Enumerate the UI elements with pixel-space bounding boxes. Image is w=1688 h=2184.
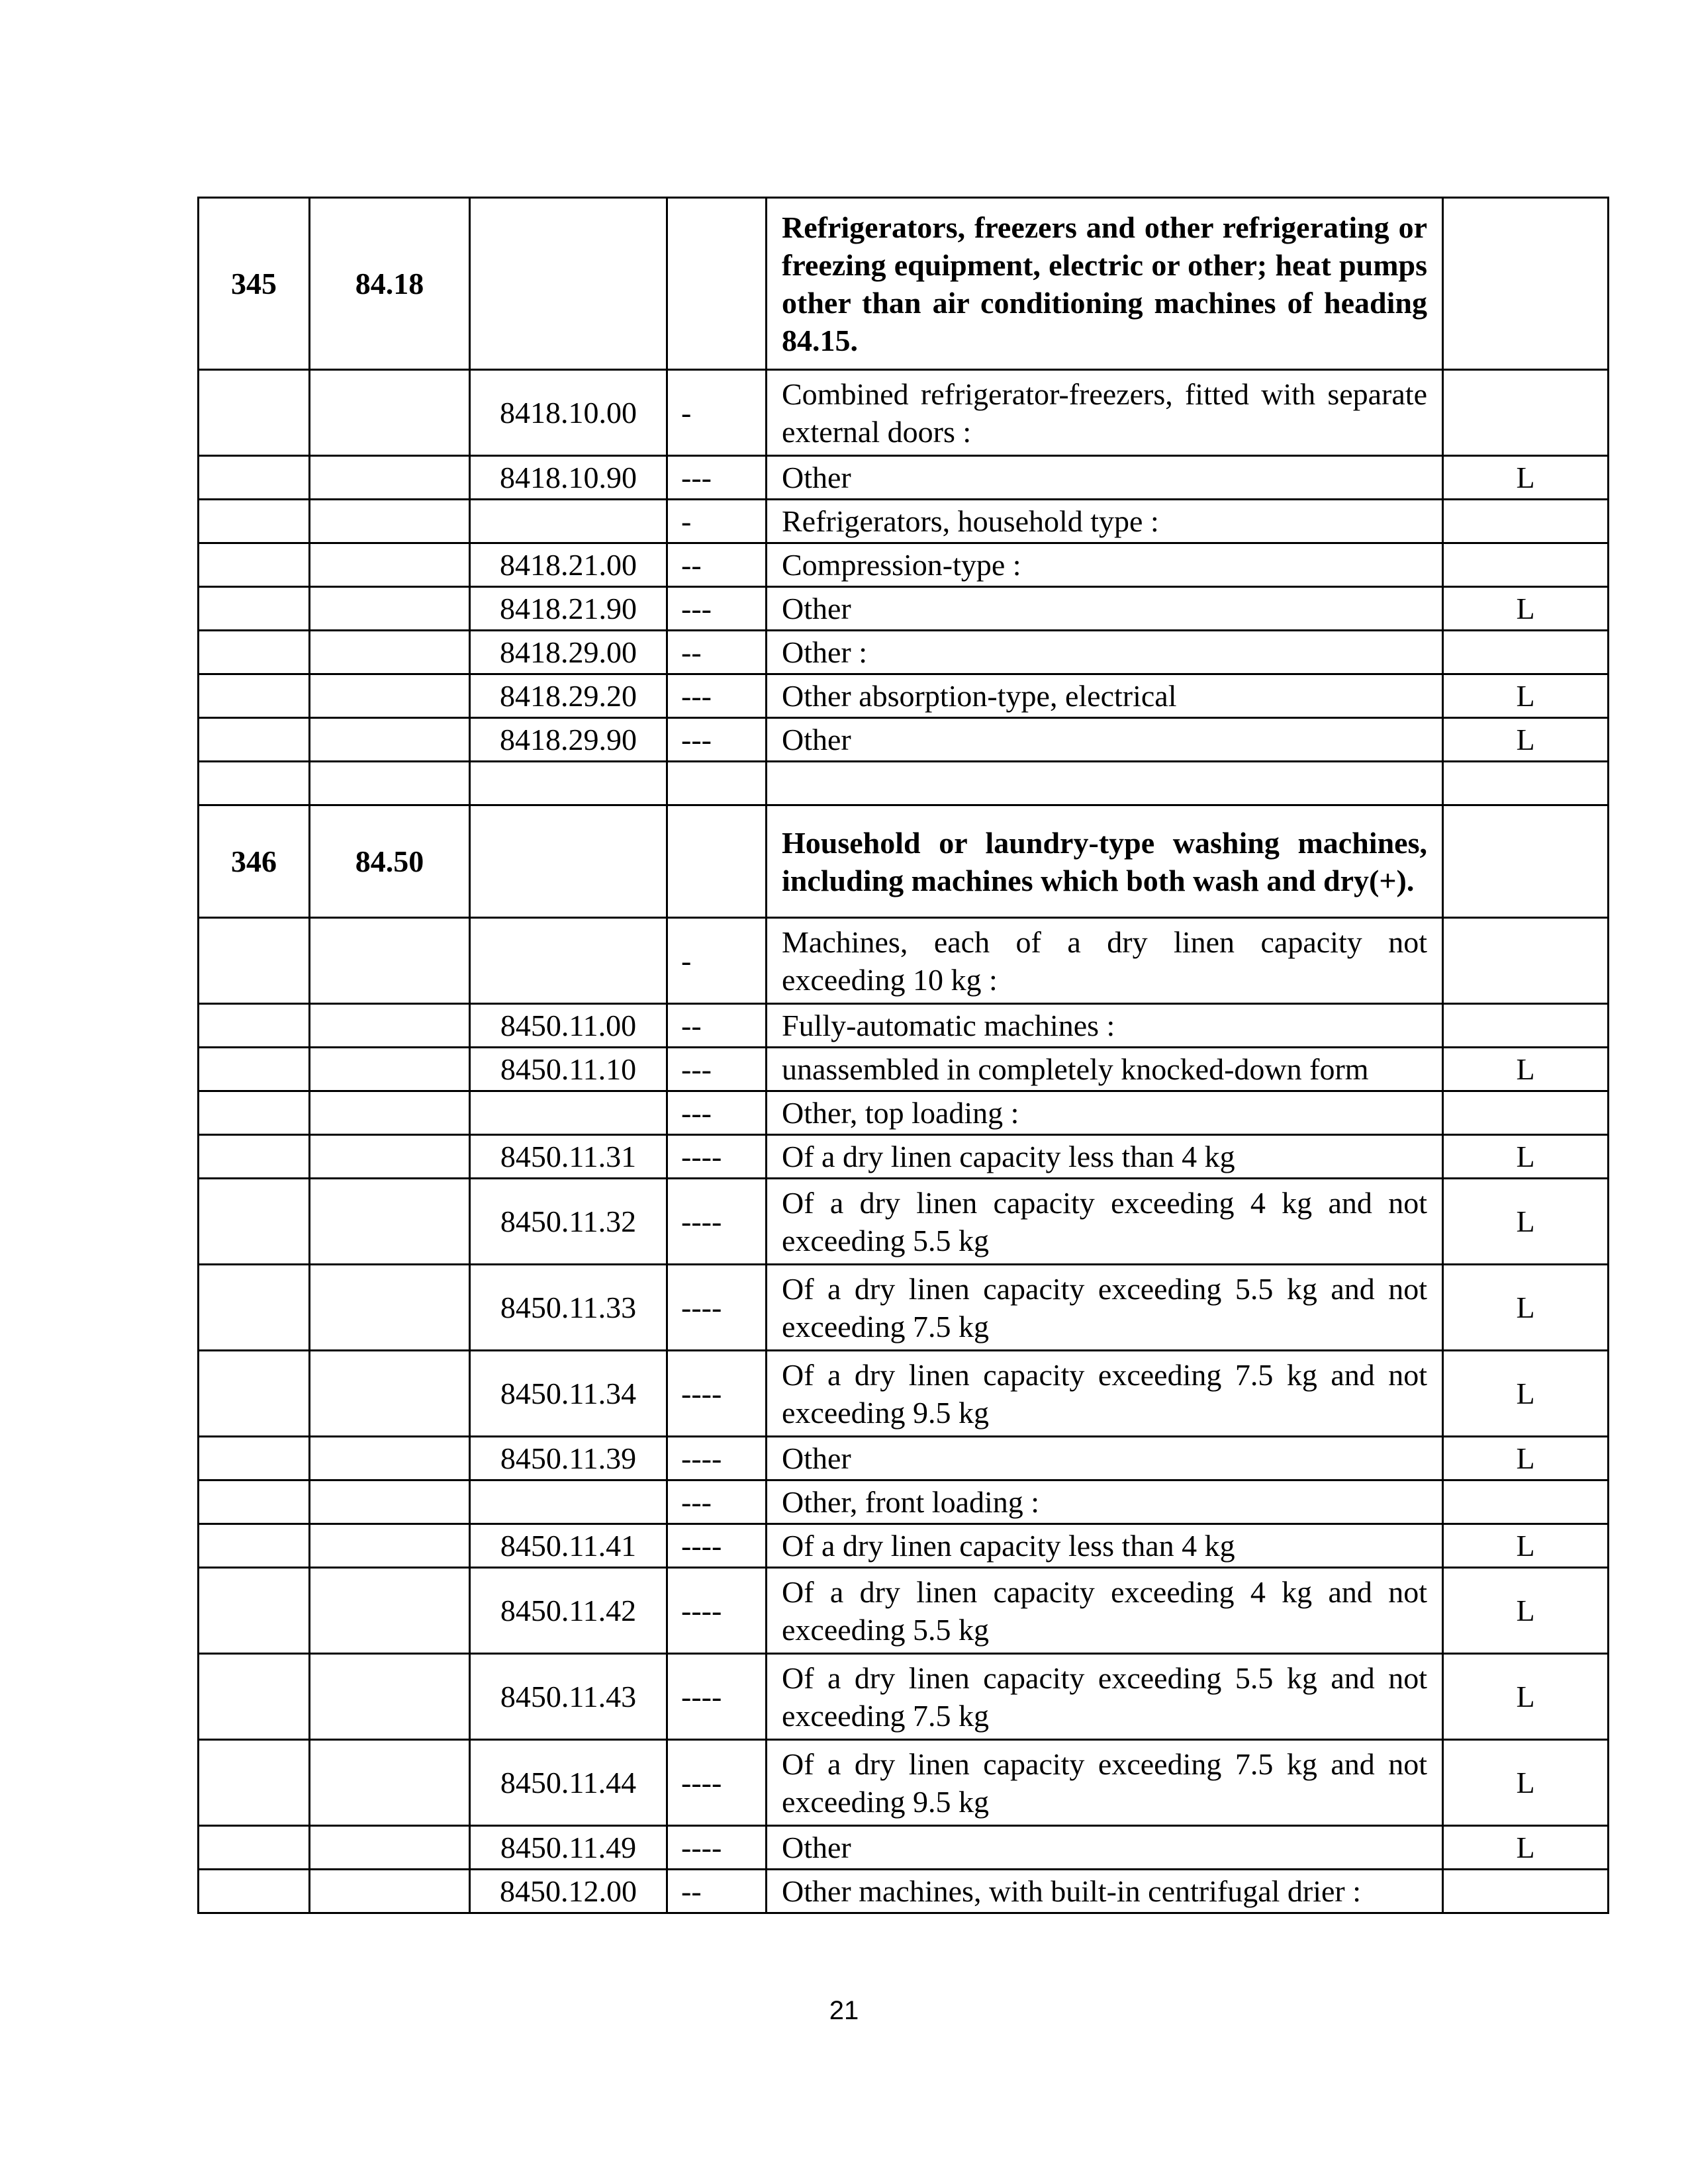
indent-dash-cell: --- — [667, 1480, 767, 1524]
tariff-code-cell: 8450.11.44 — [470, 1740, 667, 1826]
serial-number-cell — [199, 718, 310, 762]
mark-cell: L — [1443, 1437, 1609, 1480]
table-row — [199, 1091, 1609, 1135]
serial-number-cell — [199, 1826, 310, 1870]
mark-cell — [1443, 543, 1609, 587]
serial-number-cell — [199, 1524, 310, 1568]
heading-number-cell — [310, 1826, 470, 1870]
serial-number-cell — [199, 1265, 310, 1351]
heading-number-cell: 84.18 — [310, 198, 470, 370]
tariff-code-cell: 8418.29.00 — [470, 631, 667, 674]
heading-number-cell — [310, 762, 470, 805]
table-row — [199, 543, 1609, 587]
mark-cell: L — [1443, 587, 1609, 631]
mark-cell — [1443, 1091, 1609, 1135]
mark-cell: L — [1443, 1048, 1609, 1091]
tariff-code-cell: 8418.21.00 — [470, 543, 667, 587]
tariff-code-cell: 8450.11.32 — [470, 1179, 667, 1265]
serial-number-cell — [199, 1135, 310, 1179]
mark-cell: L — [1443, 456, 1609, 500]
tariff-code-cell: 8450.11.00 — [470, 1004, 667, 1048]
serial-number-cell — [199, 1740, 310, 1826]
table-row — [199, 1654, 1609, 1740]
mark-cell: L — [1443, 1179, 1609, 1265]
mark-cell — [1443, 1480, 1609, 1524]
serial-number-cell — [199, 1437, 310, 1480]
serial-number-cell — [199, 370, 310, 456]
tariff-code-cell — [470, 1091, 667, 1135]
serial-number-cell — [199, 587, 310, 631]
tariff-code-cell — [470, 762, 667, 805]
mark-cell: L — [1443, 1654, 1609, 1740]
table-row — [199, 762, 1609, 805]
table-row — [199, 718, 1609, 762]
serial-number-cell — [199, 1480, 310, 1524]
indent-dash-cell: ---- — [667, 1740, 767, 1826]
indent-dash-cell: ---- — [667, 1437, 767, 1480]
tariff-code-cell: 8418.29.20 — [470, 674, 667, 718]
description-cell — [767, 762, 1443, 805]
tariff-code-cell: 8450.11.42 — [470, 1568, 667, 1654]
description-cell: Other — [767, 718, 1443, 762]
indent-dash-cell: -- — [667, 543, 767, 587]
heading-number-cell — [310, 1524, 470, 1568]
indent-dash-cell: - — [667, 918, 767, 1004]
heading-number-cell — [310, 500, 470, 543]
indent-dash-cell — [667, 805, 767, 918]
table-row — [199, 500, 1609, 543]
serial-number-cell — [199, 1870, 310, 1913]
mark-cell — [1443, 918, 1609, 1004]
heading-number-cell — [310, 1091, 470, 1135]
table-row — [199, 1351, 1609, 1437]
table-row — [199, 1870, 1609, 1913]
serial-number-cell — [199, 543, 310, 587]
tariff-code-cell: 8450.11.43 — [470, 1654, 667, 1740]
indent-dash-cell: -- — [667, 1004, 767, 1048]
description-cell: Refrigerators, freezers and other refrigerating or freezing equipment, electric or other; heat pumps other than air conditioning machines of heading 84.15. — [767, 198, 1443, 370]
indent-dash-cell: --- — [667, 456, 767, 500]
heading-number-cell — [310, 1004, 470, 1048]
description-cell: Of a dry linen capacity exceeding 4 kg and not exceeding 5.5 kg — [767, 1568, 1443, 1654]
heading-number-cell — [310, 587, 470, 631]
tariff-code-cell: 8450.11.10 — [470, 1048, 667, 1091]
table-row — [199, 805, 1609, 918]
mark-cell — [1443, 370, 1609, 456]
serial-number-cell — [199, 1179, 310, 1265]
mark-cell: L — [1443, 674, 1609, 718]
table-row — [199, 1179, 1609, 1265]
heading-number-cell — [310, 1568, 470, 1654]
mark-cell: L — [1443, 1524, 1609, 1568]
indent-dash-cell: --- — [667, 1091, 767, 1135]
description-cell: Of a dry linen capacity exceeding 5.5 kg and not exceeding 7.5 kg — [767, 1654, 1443, 1740]
heading-number-cell — [310, 631, 470, 674]
table-row — [199, 1437, 1609, 1480]
description-cell: Other machines, with built-in centrifugal drier : — [767, 1870, 1443, 1913]
mark-cell: L — [1443, 1265, 1609, 1351]
heading-number-cell — [310, 1048, 470, 1091]
indent-dash-cell: ---- — [667, 1179, 767, 1265]
mark-cell: L — [1443, 1135, 1609, 1179]
serial-number-cell: 345 — [199, 198, 310, 370]
serial-number-cell — [199, 1091, 310, 1135]
heading-number-cell — [310, 1179, 470, 1265]
description-cell: Compression-type : — [767, 543, 1443, 587]
table-row — [199, 918, 1609, 1004]
table-row — [199, 674, 1609, 718]
mark-cell — [1443, 1004, 1609, 1048]
serial-number-cell — [199, 674, 310, 718]
heading-number-cell — [310, 718, 470, 762]
heading-number-cell — [310, 1740, 470, 1826]
description-cell: Combined refrigerator-freezers, fitted with separate external doors : — [767, 370, 1443, 456]
tariff-code-cell: 8418.29.90 — [470, 718, 667, 762]
tariff-code-cell — [470, 500, 667, 543]
mark-cell — [1443, 1870, 1609, 1913]
description-cell: Refrigerators, household type : — [767, 500, 1443, 543]
page-number: 21 — [829, 1996, 859, 2025]
serial-number-cell — [199, 1048, 310, 1091]
tariff-code-cell: 8450.11.31 — [470, 1135, 667, 1179]
indent-dash-cell — [667, 762, 767, 805]
serial-number-cell — [199, 1351, 310, 1437]
heading-number-cell — [310, 370, 470, 456]
mark-cell: L — [1443, 1351, 1609, 1437]
table-row — [199, 1524, 1609, 1568]
table-row — [199, 1740, 1609, 1826]
description-cell: Other — [767, 587, 1443, 631]
indent-dash-cell: ---- — [667, 1524, 767, 1568]
table-row — [199, 1004, 1609, 1048]
heading-number-cell: 84.50 — [310, 805, 470, 918]
description-cell: Machines, each of a dry linen capacity not exceeding 10 kg : — [767, 918, 1443, 1004]
indent-dash-cell — [667, 198, 767, 370]
indent-dash-cell: -- — [667, 631, 767, 674]
heading-number-cell — [310, 1480, 470, 1524]
indent-dash-cell: ---- — [667, 1265, 767, 1351]
serial-number-cell — [199, 631, 310, 674]
indent-dash-cell: ---- — [667, 1826, 767, 1870]
heading-number-cell — [310, 543, 470, 587]
heading-number-cell — [310, 456, 470, 500]
serial-number-cell — [199, 762, 310, 805]
table-row — [199, 1048, 1609, 1091]
tariff-code-cell: 8418.10.00 — [470, 370, 667, 456]
description-cell: Of a dry linen capacity exceeding 7.5 kg and not exceeding 9.5 kg — [767, 1740, 1443, 1826]
description-cell: Of a dry linen capacity exceeding 7.5 kg and not exceeding 9.5 kg — [767, 1351, 1443, 1437]
table-row — [199, 1480, 1609, 1524]
table-row — [199, 456, 1609, 500]
description-cell: Of a dry linen capacity less than 4 kg — [767, 1524, 1443, 1568]
indent-dash-cell: ---- — [667, 1351, 767, 1437]
indent-dash-cell: -- — [667, 1870, 767, 1913]
indent-dash-cell: --- — [667, 1048, 767, 1091]
description-cell: Other — [767, 456, 1443, 500]
tariff-code-cell: 8450.12.00 — [470, 1870, 667, 1913]
indent-dash-cell: --- — [667, 587, 767, 631]
table-row — [199, 1265, 1609, 1351]
heading-number-cell — [310, 1654, 470, 1740]
serial-number-cell — [199, 1004, 310, 1048]
heading-number-cell — [310, 918, 470, 1004]
description-cell: Other absorption-type, electrical — [767, 674, 1443, 718]
indent-dash-cell: - — [667, 370, 767, 456]
description-cell: Other, front loading : — [767, 1480, 1443, 1524]
table-row — [199, 631, 1609, 674]
tariff-code-cell: 8450.11.33 — [470, 1265, 667, 1351]
indent-dash-cell: --- — [667, 718, 767, 762]
description-cell: Other — [767, 1826, 1443, 1870]
tariff-code-cell: 8450.11.34 — [470, 1351, 667, 1437]
tariff-code-cell: 8450.11.41 — [470, 1524, 667, 1568]
serial-number-cell: 346 — [199, 805, 310, 918]
serial-number-cell — [199, 1654, 310, 1740]
serial-number-cell — [199, 918, 310, 1004]
indent-dash-cell: --- — [667, 674, 767, 718]
tariff-table — [197, 197, 1609, 1914]
description-cell: Other — [767, 1437, 1443, 1480]
description-cell: Of a dry linen capacity less than 4 kg — [767, 1135, 1443, 1179]
tariff-code-cell — [470, 805, 667, 918]
table-row — [199, 1135, 1609, 1179]
heading-number-cell — [310, 1437, 470, 1480]
tariff-code-cell: 8418.21.90 — [470, 587, 667, 631]
tariff-table-body — [199, 198, 1609, 1913]
heading-number-cell — [310, 1351, 470, 1437]
description-cell: Other, top loading : — [767, 1091, 1443, 1135]
description-cell: Of a dry linen capacity exceeding 4 kg and not exceeding 5.5 kg — [767, 1179, 1443, 1265]
tariff-code-cell: 8450.11.49 — [470, 1826, 667, 1870]
heading-number-cell — [310, 1265, 470, 1351]
table-row — [199, 198, 1609, 370]
tariff-code-cell — [470, 198, 667, 370]
indent-dash-cell: ---- — [667, 1568, 767, 1654]
table-row — [199, 587, 1609, 631]
mark-cell: L — [1443, 718, 1609, 762]
mark-cell: L — [1443, 1740, 1609, 1826]
mark-cell — [1443, 805, 1609, 918]
tariff-code-cell: 8450.11.39 — [470, 1437, 667, 1480]
mark-cell: L — [1443, 1826, 1609, 1870]
tariff-code-cell — [470, 1480, 667, 1524]
indent-dash-cell: ---- — [667, 1654, 767, 1740]
mark-cell — [1443, 631, 1609, 674]
mark-cell — [1443, 762, 1609, 805]
serial-number-cell — [199, 500, 310, 543]
mark-cell: L — [1443, 1568, 1609, 1654]
description-cell: Household or laundry-type washing machines, including machines which both wash and dry(+). — [767, 805, 1443, 918]
description-cell: Fully-automatic machines : — [767, 1004, 1443, 1048]
serial-number-cell — [199, 1568, 310, 1654]
heading-number-cell — [310, 674, 470, 718]
indent-dash-cell: - — [667, 500, 767, 543]
tariff-code-cell: 8418.10.90 — [470, 456, 667, 500]
description-cell: Of a dry linen capacity exceeding 5.5 kg and not exceeding 7.5 kg — [767, 1265, 1443, 1351]
mark-cell — [1443, 198, 1609, 370]
heading-number-cell — [310, 1135, 470, 1179]
indent-dash-cell: ---- — [667, 1135, 767, 1179]
heading-number-cell — [310, 1870, 470, 1913]
table-row — [199, 1568, 1609, 1654]
description-cell: Other : — [767, 631, 1443, 674]
mark-cell — [1443, 500, 1609, 543]
description-cell: unassembled in completely knocked-down form — [767, 1048, 1443, 1091]
table-row — [199, 370, 1609, 456]
table-row — [199, 1826, 1609, 1870]
serial-number-cell — [199, 456, 310, 500]
tariff-code-cell — [470, 918, 667, 1004]
